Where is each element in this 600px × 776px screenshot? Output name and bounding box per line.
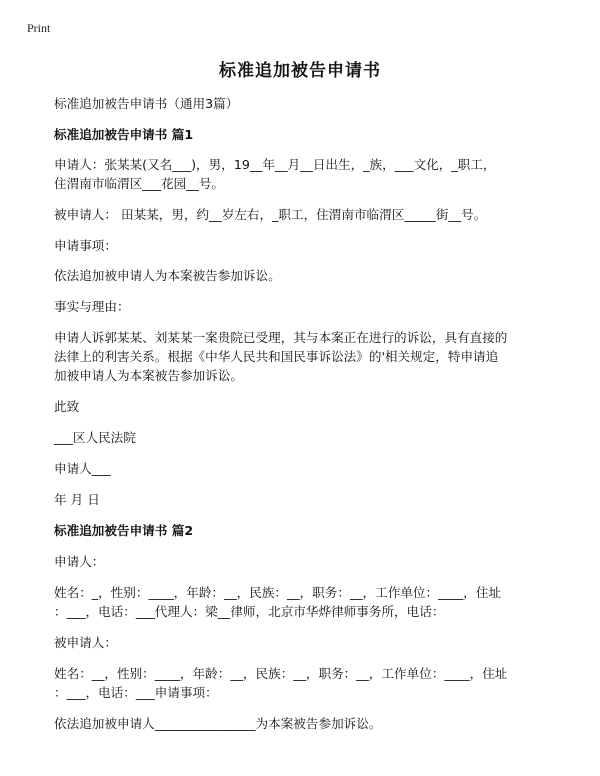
part2-applicant-label: 申请人： — [54, 554, 105, 569]
part2-request: 依法追加被申请人________________为本案被告参加诉讼。 — [54, 716, 382, 731]
part1-respondent: 被申请人： 田某某，男，约__岁左右，_职工，住渭南市临渭区_____街__号。 — [54, 207, 487, 222]
part1-applicant-line2: 住渭南市临渭区___花园__号。 — [54, 176, 225, 191]
part1-court: ___区人民法院 — [54, 430, 136, 445]
part1-closing: 此致 — [54, 399, 80, 414]
part2-heading: 标准追加被告申请书 篇2 — [54, 523, 194, 538]
document-subtitle: 标准追加被告申请书（通用3篇） — [54, 96, 239, 111]
part1-facts-line1: 申请人诉郭某某、刘某某一案贵院已受理，其与本案正在进行的诉讼，具有直接的 — [54, 330, 508, 345]
part1-matters-text: 依法追加被申请人为本案被告参加诉讼。 — [54, 268, 281, 283]
part1-matters-label: 申请事项： — [54, 238, 117, 253]
part1-signature: 申请人___ — [54, 461, 111, 476]
part1-facts-label: 事实与理由： — [54, 299, 130, 314]
print-label: Print — [27, 21, 51, 35]
part2-respondent-line2: ：___，电话：___申请事项： — [54, 685, 218, 700]
part1-facts-line2: 法律上的利害关系。根据《中华人民共和国民事诉讼法》的'相关规定，特申请追 — [54, 349, 499, 364]
part2-applicant-line2: ：___，电话：___代理人：梁__律师，北京市华烨律师事务所，电话： — [54, 604, 445, 619]
part1-heading: 标准追加被告申请书 篇1 — [54, 127, 194, 142]
document-title: 标准追加被告申请书 — [219, 61, 381, 81]
part1-applicant-line1: 申请人：张某某(又名___)，男，19__年__月__日出生，_族，___文化，_职工， — [54, 157, 496, 172]
part2-applicant-line1: 姓名：_，性别：____，年龄：__，民族：__，职务：__，工作单位：____，住址 — [54, 585, 502, 600]
part2-respondent-label: 被申请人： — [54, 635, 117, 650]
part1-date: 年 月 日 — [54, 492, 100, 507]
part2-respondent-line1: 姓名：__，性别：____，年龄：__，民族：__，职务：__，工作单位：____，住址 — [54, 666, 508, 681]
part1-facts-line3: 加被申请人为本案被告参加诉讼。 — [54, 368, 243, 383]
